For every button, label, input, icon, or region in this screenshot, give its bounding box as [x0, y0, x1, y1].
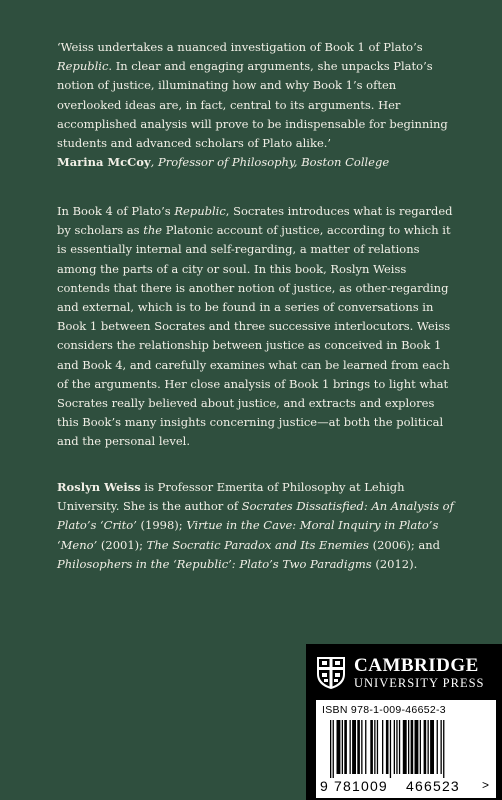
barcode-bar [382, 720, 383, 774]
barcode-bar [352, 720, 356, 774]
barcode-bar [430, 720, 434, 774]
publisher-name: CAMBRIDGE UNIVERSITY PRESS [354, 655, 485, 690]
barcode-bar [420, 720, 421, 774]
barcode-bar [337, 720, 341, 774]
endorsement-attribution: Marina McCoy, Professor of Philosophy, Boston College [57, 155, 390, 170]
barcode-bars [330, 720, 490, 778]
isbn-label: ISBN 978-1-009-46652-3 [322, 704, 446, 716]
barcode-bar [411, 720, 414, 774]
book-description [57, 202, 457, 452]
barcode-bar [330, 720, 331, 778]
barcode-bar [415, 720, 419, 774]
barcode-bar [357, 720, 360, 774]
university-crest-icon [316, 656, 346, 690]
publisher-logo [316, 656, 484, 690]
barcode-bar [437, 720, 438, 774]
publisher-panel [306, 644, 502, 800]
barcode-bar [365, 720, 366, 774]
barcode-bar [394, 720, 395, 774]
barcode-bar [342, 720, 343, 774]
barcode-bar [441, 720, 442, 774]
barcode-bar [377, 720, 378, 774]
barcode-bar [403, 720, 407, 774]
barcode-bar [350, 720, 351, 774]
endorsement-blurb [57, 38, 457, 172]
isbn-barcode: ISBN 978-1-009-46652-3 9 781009 466523 > [316, 700, 496, 798]
barcode-bar [408, 720, 409, 774]
barcode-bar [428, 720, 429, 774]
endorsement-quote: ‘Weiss undertakes a nuanced investigation of Book 1 of Plato’s Republic. In clear and engaging arguments, she unpacks Plato’s notion of justice, illuminating how and why Book 1’s often overlooked ideas are, in fact, central to its arguments. Her accomplished analysis will prove to be indispensable for beginning students and advanced scholars of Plato alike.’ [57, 40, 448, 151]
barcode-bar [386, 720, 389, 774]
barcode-bar [399, 720, 400, 774]
barcode-bar [370, 720, 373, 774]
barcode-bar [333, 720, 334, 778]
barcode-bar [344, 720, 347, 774]
barcode-bar [361, 720, 362, 774]
bio-paragraph: Roslyn Weiss is Professor Emerita of Philosophy at Lehigh University. She is the author of Socrates Dissatisfied: An Analysis of Plato’s ‘Crito’ (1998); Virtue in the Cave: Moral Inquiry in Plato’s ‘Meno’ (2001); The Socratic Paradox and Its Enemies (2006); and Philosophers in the ‘Republic’: Plato’s Two Paradigms (2012). [57, 480, 454, 571]
barcode-bar [374, 720, 375, 774]
barcode-bar [424, 720, 427, 774]
barcode-bar [390, 720, 391, 778]
barcode-bar [443, 720, 444, 778]
author-bio [57, 478, 457, 574]
barcode-bar [396, 720, 397, 774]
description-paragraph: In Book 4 of Plato’s Republic, Socrates introduces what is regarded by scholars as the Platonic account of justice, according to which it is essentially internal and self-regarding, a matter of relations among the parts of a city or soul. In this book, Roslyn Weiss contends that there is another notion of justice, as other-regarding and external, which is to be found in a series of conversations in Book 1 between Socrates and three successive interlocutors. Weiss considers the relationship between justice as conceived in Book 1 and Book 4, and carefully examines what can be learned from each of the arguments. Her close analysis of Book 1 brings to light what Socrates really believed about justice, and extracts and explores this Book’s many insights concerning justice—at both the political and the personal level. [57, 204, 453, 449]
